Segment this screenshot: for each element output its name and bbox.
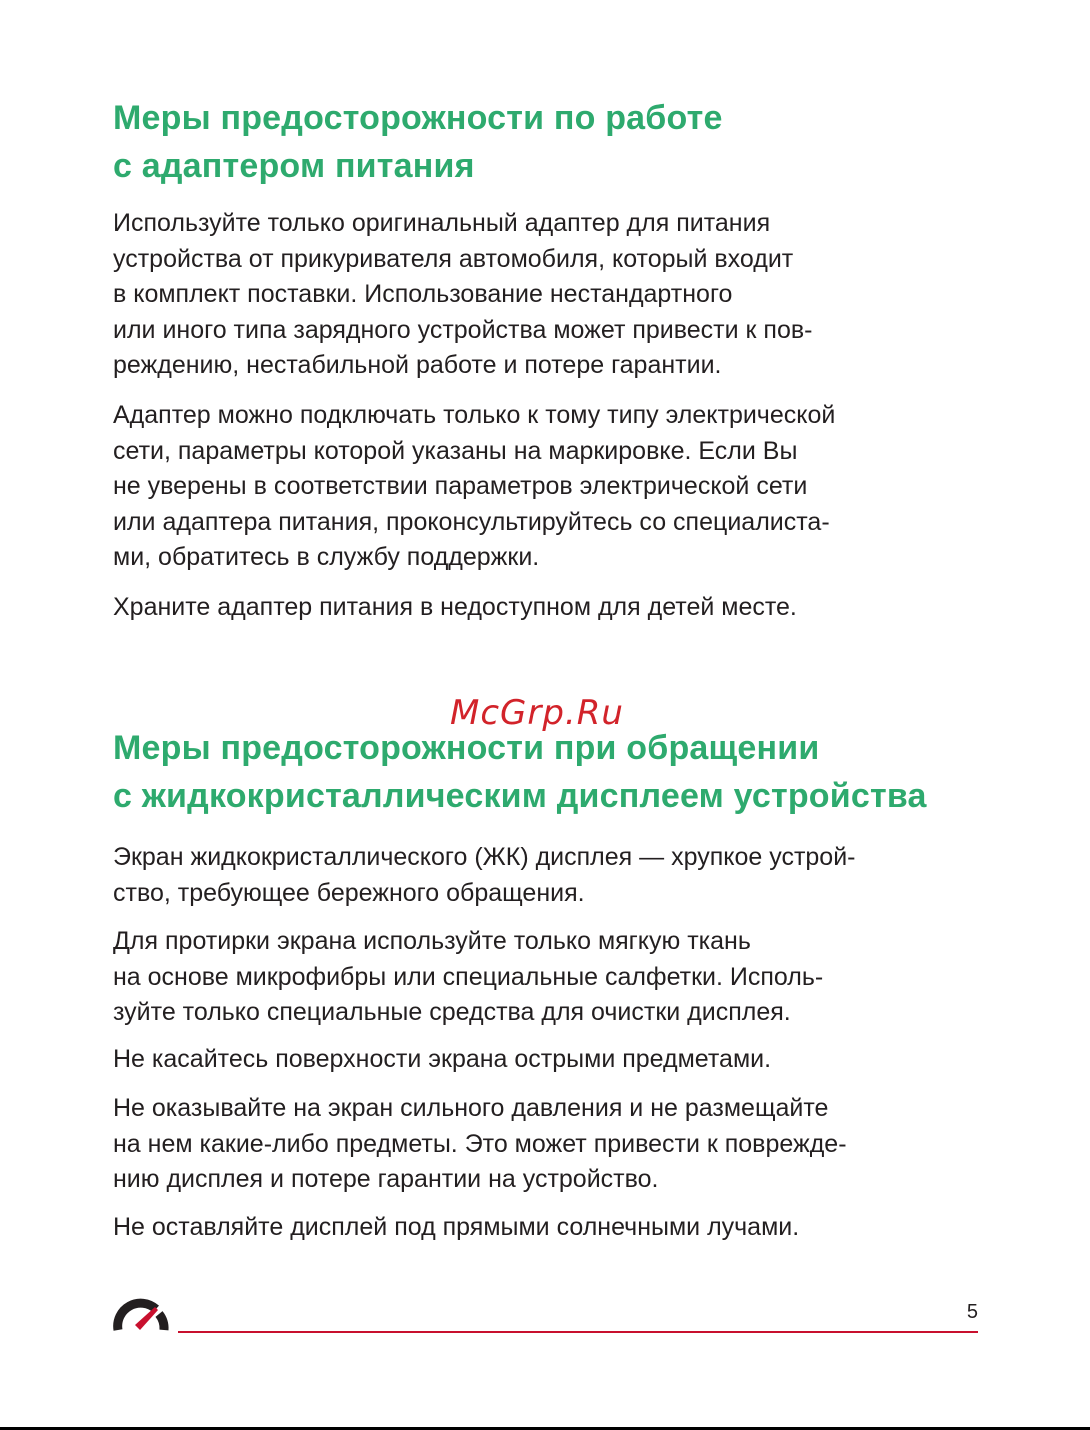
- title-line: Меры предосторожности по работе: [113, 99, 723, 137]
- title-line: с жидкокристаллическим дисплеем устройства: [113, 777, 927, 815]
- speedometer-icon: [110, 1296, 170, 1336]
- paragraph-sunlight: [113, 1210, 799, 1246]
- title-line: Меры предосторожности при обращении: [113, 729, 820, 767]
- section-title-lcd-display: [113, 724, 927, 820]
- text-line: ми, обратитесь в службу поддержки.: [113, 543, 540, 571]
- paragraph-sharp-objects: [113, 1042, 771, 1078]
- paragraph-fragile-screen: [113, 840, 856, 911]
- text-line: Не оставляйте дисплей под прямыми солнечными лучами.: [113, 1213, 800, 1241]
- text-line: нию дисплея и потере гарантии на устройство.: [113, 1165, 659, 1193]
- text-line: Не касайтесь поверхности экрана острыми предметами.: [113, 1045, 772, 1073]
- text-line: реждению, нестабильной работе и потере гарантии.: [113, 351, 722, 379]
- text-line: ство, требующее бережного обращения.: [113, 878, 585, 907]
- footer-divider: [178, 1331, 978, 1333]
- text-line: Для протирки экрана используйте только мягкую ткань: [113, 927, 751, 955]
- text-line: не уверены в соответствии параметров электрической сети: [113, 472, 808, 500]
- text-line: или иного типа зарядного устройства может привести к пов-: [113, 315, 813, 344]
- text-line: устройства от прикуривателя автомобиля, который входит: [113, 244, 794, 273]
- text-line: на основе микрофибры или специальные салфетки. Исполь-: [113, 962, 824, 991]
- text-line: Экран жидкокристаллического (ЖК) дисплея — хрупкое устрой-: [113, 843, 856, 871]
- text-line: на нем какие-либо предметы. Это может привести к поврежде-: [113, 1129, 847, 1158]
- text-line: сети, параметры которой указаны на маркировке. Если Вы: [113, 436, 798, 465]
- paragraph-original-adapter: [113, 206, 812, 384]
- paragraph-network-parameters: [113, 398, 835, 576]
- paragraph-cleaning: [113, 924, 823, 1031]
- text-line: Адаптер можно подключать только к тому типу электрической: [113, 401, 836, 429]
- text-line: или адаптера питания, проконсультируйтесь со специалиста-: [113, 507, 830, 536]
- section-title-power-adapter: [113, 94, 723, 190]
- text-line: Используйте только оригинальный адаптер для питания: [113, 209, 771, 237]
- text-line: зуйте только специальные средства для очистки дисплея.: [113, 998, 791, 1026]
- text-line: Не оказывайте на экран сильного давления и не размещайте: [113, 1094, 829, 1122]
- title-line: с адаптером питания: [113, 147, 475, 185]
- paragraph-pressure: [113, 1091, 847, 1198]
- paragraph-keep-from-children: [113, 590, 797, 626]
- text-line: Храните адаптер питания в недоступном для детей месте.: [113, 593, 797, 621]
- watermark: McGrp.Ru: [450, 693, 624, 733]
- page-number: 5: [966, 1301, 978, 1323]
- text-line: в комплект поставки. Использование нестандартного: [113, 280, 733, 308]
